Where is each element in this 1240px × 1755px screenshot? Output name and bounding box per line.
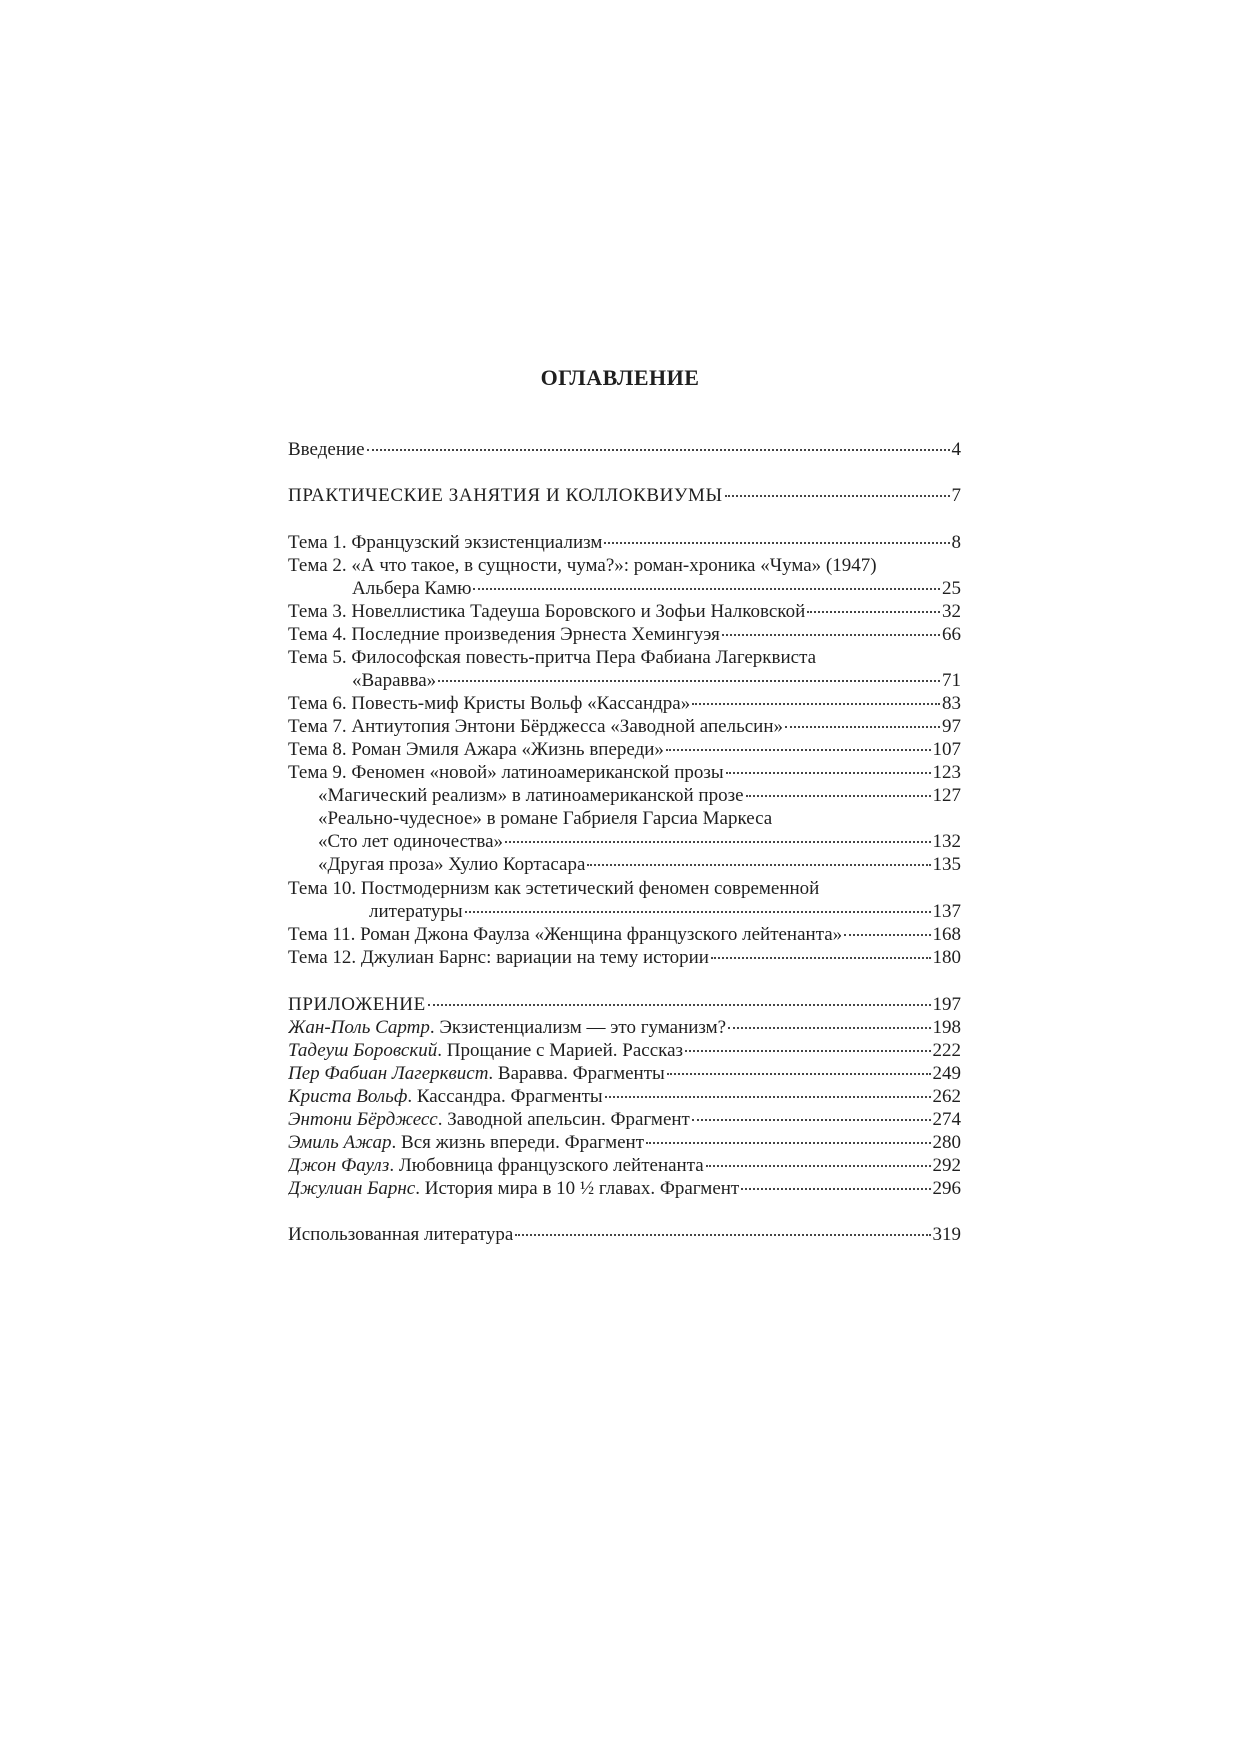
toc-page-number: 7 [951,485,961,506]
work-title: . Экзистенциализм — это гуманизм? [429,1017,727,1038]
toc-page-number: 197 [932,994,961,1015]
toc-section-label: ПРАКТИЧЕСКИЕ ЗАНЯТИЯ И КОЛЛОКВИУМЫ [288,485,723,506]
dot-leader [844,934,930,936]
toc-appendix-item[interactable] [288,1062,961,1086]
toc-page-number: 292 [932,1155,961,1176]
toc-entry-label [288,1039,683,1063]
toc-page-number: 8 [951,532,961,553]
toc-entry-topic-1[interactable] [288,531,961,555]
toc-page-number: 180 [932,947,961,968]
toc-entry-topic-10-cont[interactable] [369,900,961,924]
toc-page-number: 97 [942,716,961,737]
author-name: Пер Фабиан Лагерквист [288,1063,489,1084]
dot-leader [473,588,940,590]
toc-entry-label: Тема 9. Феномен «новой» латиноамериканской прозы [288,762,724,783]
toc-entry-label: Тема 7. Антиутопия Энтони Бёрджесса «Заводной апельсин» [288,716,784,737]
dot-leader [605,1096,931,1098]
work-title: . Любовница французского лейтенанта [389,1155,704,1176]
toc-entry-intro[interactable] [288,438,961,462]
toc-appendix-item[interactable] [288,1016,961,1040]
toc-page-number: 127 [932,785,961,806]
dot-leader [465,911,931,913]
toc-entry-label [288,1062,665,1086]
toc-page-number: 274 [932,1109,961,1130]
work-title: . Прощание с Марией. Рассказ [437,1040,684,1061]
toc-entry-label [288,1108,690,1132]
dot-leader [587,864,930,866]
work-title: . Кассандра. Фрагменты [407,1086,603,1107]
toc-entry-label: Тема 3. Новеллистика Тадеуша Боровского и Зофьи Налковской [288,601,806,622]
toc-page-number: 249 [932,1063,961,1084]
toc-page-number: 71 [942,670,961,691]
toc-appendix-item[interactable] [288,1177,961,1201]
toc-appendix-item[interactable] [288,1131,961,1155]
toc-page-number: 296 [932,1178,961,1199]
toc-page-number: 66 [942,624,961,645]
toc-subentry-cortazar[interactable] [318,853,961,877]
toc-entry-label [288,1016,726,1040]
author-name: Жан-Поль Сартр [288,1017,430,1038]
dot-leader [741,1188,930,1190]
toc-appendix-item[interactable] [288,1154,961,1178]
dot-leader [785,726,940,728]
toc-entry-label: Тема 1. Французский экзистенциализм [288,532,603,553]
toc-entry-label: Тема 12. Джулиан Барнс: вариации на тему истории [288,947,709,968]
author-name: Энтони Бёрджесс [288,1109,438,1130]
work-title: . Вся жизнь впереди. Фрагмент [391,1132,644,1153]
toc-page-number: 262 [932,1086,961,1107]
toc-page-number: 198 [932,1017,961,1038]
toc-entry-topic-9[interactable] [288,761,961,785]
author-name: Тадеуш Боровский [288,1040,438,1061]
toc-page-number: 107 [932,739,961,760]
page-title: ОГЛАВЛЕНИЕ [540,365,700,390]
work-title: . История мира в 10 ½ главах. Фрагмент [415,1178,740,1199]
dot-leader [428,1004,931,1006]
dot-leader [367,449,950,451]
toc-appendix-item[interactable] [288,1039,961,1063]
toc-entry-label [288,1085,603,1109]
dot-leader [746,795,931,797]
toc-entry-label: Альбера Камю [352,578,472,599]
work-title: . Варавва. Фрагменты [488,1063,665,1084]
dot-leader [667,1073,931,1075]
dot-leader [685,1050,930,1052]
toc-entry-label: Тема 4. Последние произведения Эрнеста Хемингуэя [288,624,720,645]
toc-page-number: 280 [932,1132,961,1153]
author-name: Эмиль Ажар [288,1132,392,1153]
toc-subentry-marvelous-real-cont[interactable] [318,830,961,854]
toc-entry-topic-11[interactable] [288,923,961,947]
dot-leader [807,611,940,613]
toc-entry-label [288,1154,704,1178]
dot-leader [722,634,940,636]
toc-entry-topic-3[interactable] [288,600,961,624]
toc-section-appendix[interactable] [288,993,961,1017]
dot-leader [728,1027,930,1029]
toc-entry-references[interactable] [288,1223,961,1247]
toc-page-number: 123 [932,762,961,783]
dot-leader [646,1142,931,1144]
toc-page-number: 4 [951,439,961,460]
toc-entry-topic-7[interactable] [288,715,961,739]
toc-section-label: ПРИЛОЖЕНИЕ [288,994,426,1015]
toc-page-number: 319 [932,1224,961,1245]
dot-leader [706,1165,931,1167]
toc-entry-label [288,1131,644,1155]
dot-leader [438,680,940,682]
toc-entry-label: Использованная литература [288,1224,514,1245]
toc-entry-topic-6[interactable] [288,692,961,716]
toc-page-number: 132 [932,831,961,852]
dot-leader [604,542,949,544]
dot-leader [725,495,950,497]
toc-entry-topic-5[interactable]: Тема 5. Философская повесть-притча Пера Фабиана Лагерквиста [288,647,817,668]
dot-leader [515,1234,930,1236]
toc-section-practical[interactable] [288,484,961,508]
dot-leader [692,703,940,705]
toc-entry-topic-5-cont[interactable] [352,669,961,693]
toc-page-number: 222 [932,1040,961,1061]
author-name: Криста Вольф [288,1086,408,1107]
toc-entry-label: «Магический реализм» в латиноамериканской прозе [318,785,744,806]
toc-entry-label: «Варавва» [352,670,437,691]
toc-entry-label [288,1177,739,1201]
toc-page-number: 137 [932,901,961,922]
toc-entry-label: Введение [288,439,365,460]
toc-appendix-item[interactable] [288,1108,961,1132]
toc-entry-label: литературы [369,901,463,922]
toc-entry-label: «Другая проза» Хулио Кортасара [318,854,586,875]
toc-page-number: 83 [942,693,961,714]
toc-entry-label: «Сто лет одиночества» [318,831,504,852]
work-title: . Заводной апельсин. Фрагмент [437,1109,690,1130]
dot-leader [726,772,931,774]
toc-entry-label: Тема 6. Повесть-миф Кристы Вольф «Кассандра» [288,693,691,714]
toc-entry-topic-10[interactable]: Тема 10. Постмодернизм как эстетический феномен современной [288,878,820,899]
toc-entry-topic-12[interactable] [288,946,961,970]
toc-entry-topic-8[interactable] [288,738,961,762]
toc-entry-topic-2[interactable]: Тема 2. «А что такое, в сущности, чума?»: роман-хроника «Чума» (1947) [288,555,877,576]
toc-subentry-marvelous-real[interactable]: «Реально-чудесное» в романе Габриеля Гарсиа Маркеса [318,808,773,829]
toc-entry-topic-2-cont[interactable] [352,577,961,601]
toc-page-number: 168 [932,924,961,945]
dot-leader [666,749,931,751]
author-name: Джон Фаулз [288,1155,390,1176]
toc-subentry-magic-realism[interactable] [318,784,961,808]
toc-entry-label: Тема 8. Роман Эмиля Ажара «Жизнь впереди» [288,739,664,760]
toc-page-number: 135 [932,854,961,875]
toc-page-number: 25 [942,578,961,599]
toc-entry-topic-4[interactable] [288,623,961,647]
author-name: Джулиан Барнс [288,1178,416,1199]
toc-entry-label: Тема 11. Роман Джона Фаулза «Женщина французского лейтенанта» [288,924,843,945]
dot-leader [711,957,931,959]
toc-page-number: 32 [942,601,961,622]
toc-appendix-item[interactable] [288,1085,961,1109]
dot-leader [505,841,930,843]
dot-leader [692,1119,931,1121]
